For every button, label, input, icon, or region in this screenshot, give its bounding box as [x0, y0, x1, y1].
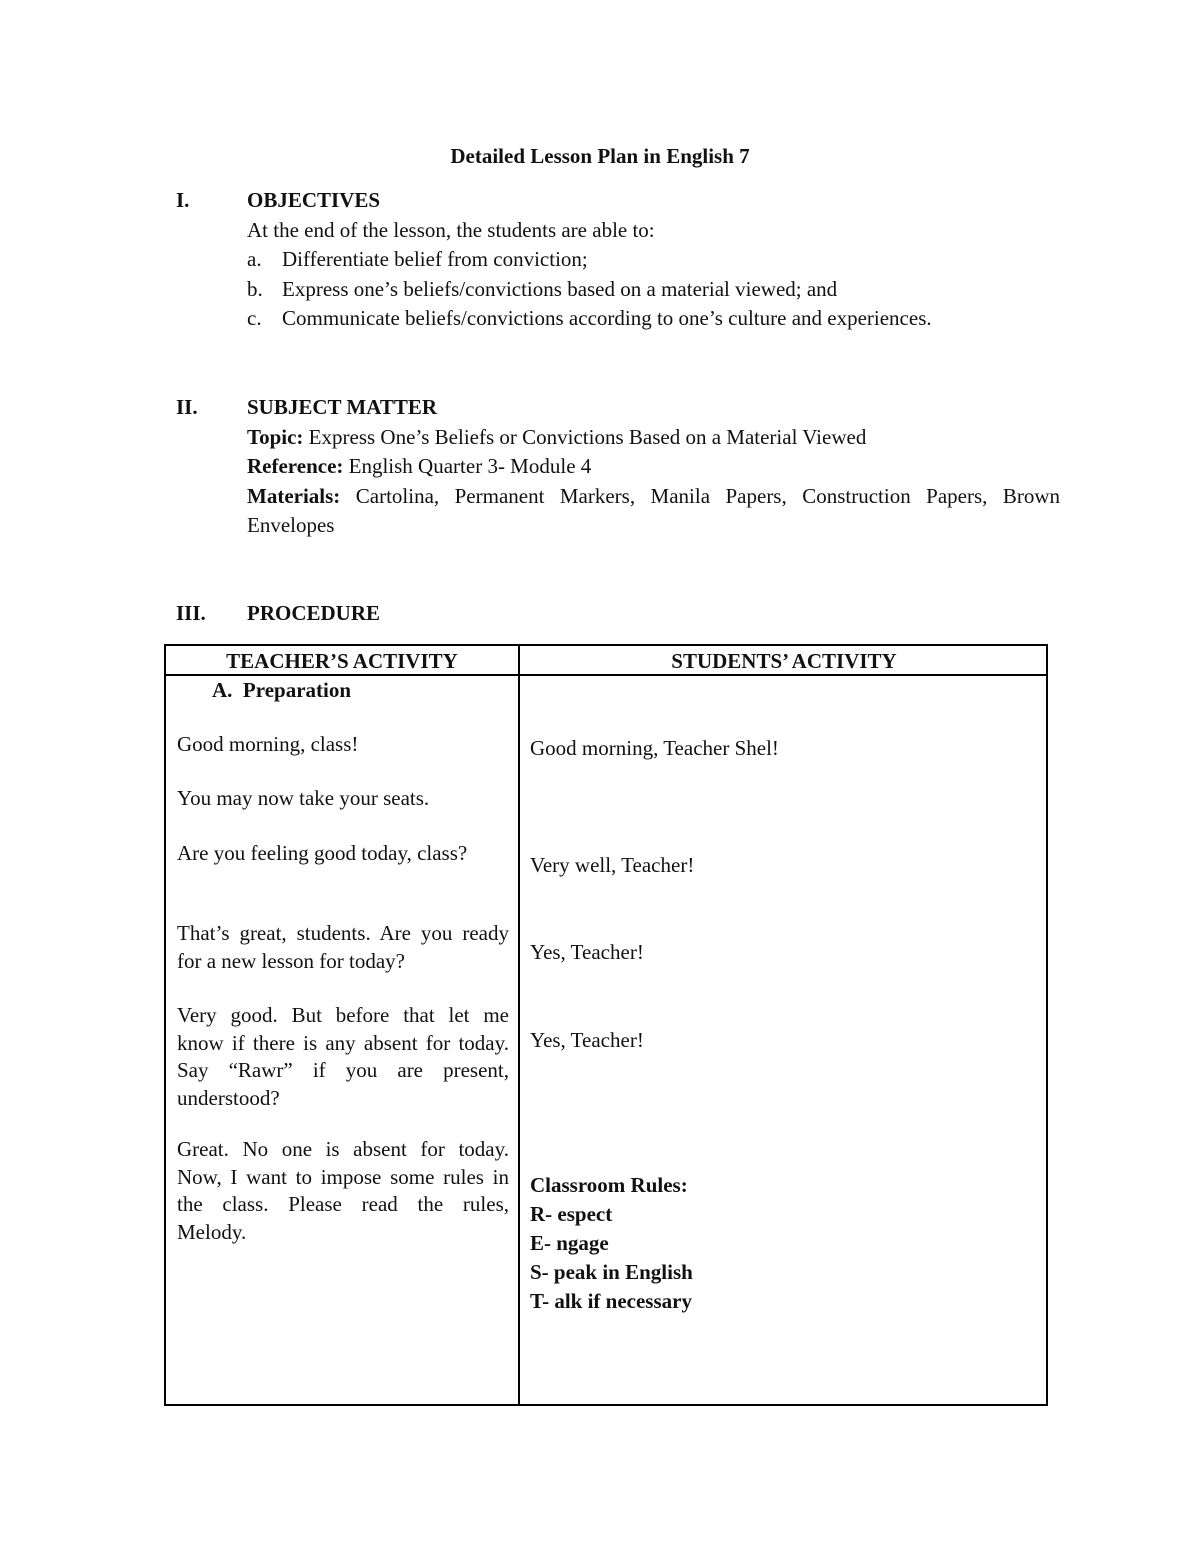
students-activity-header: STUDENTS’ ACTIVITY: [671, 649, 897, 673]
topic-value: Express One’s Beliefs or Convictions Based on a Material Viewed: [308, 424, 867, 449]
preparation-title: Preparation: [242, 678, 352, 702]
objectives-heading: OBJECTIVES: [247, 188, 381, 212]
objectives-number: I.: [176, 188, 190, 212]
column-divider: [518, 646, 520, 1404]
student-line: Yes, Teacher!: [530, 940, 644, 964]
reference-value: English Quarter 3- Module 4: [348, 454, 592, 478]
teacher-line: Are you feeling good today, class?: [177, 841, 468, 865]
subject-matter-number: II.: [176, 395, 198, 419]
objective-item: [247, 245, 1060, 275]
document-title: Detailed Lesson Plan in English 7: [450, 144, 750, 168]
classroom-rules: [530, 1171, 1030, 1316]
objective-item: [247, 275, 1060, 305]
student-line: Very well, Teacher!: [530, 853, 695, 877]
teacher-line: Very good. But before that let me know if there is any absent for today. Say “Rawr” if you are present, understood?: [177, 1003, 509, 1110]
objective-text: Communicate beliefs/convictions according to one’s culture and experiences.: [282, 306, 932, 330]
preparation-heading: [212, 677, 351, 705]
topic-label: Topic:: [247, 424, 304, 449]
teacher-activity-header: TEACHER’S ACTIVITY: [226, 649, 458, 673]
teacher-line: That’s great, students. Are you ready for a new lesson for today?: [177, 921, 509, 973]
materials-line: [247, 482, 1060, 541]
rule-item: R- espect: [530, 1202, 613, 1226]
objective-letter: a.: [247, 247, 262, 271]
materials-label: Materials:: [247, 483, 341, 508]
student-line: Yes, Teacher!: [530, 1028, 644, 1052]
reference-line: [247, 452, 1060, 482]
subject-matter-heading: SUBJECT MATTER: [247, 395, 438, 419]
preparation-letter: A.: [212, 678, 233, 702]
rule-item: S- peak in English: [530, 1260, 693, 1284]
procedure-table: [164, 644, 1048, 1406]
objectives-intro: At the end of the lesson, the students are able to:: [247, 217, 655, 242]
objective-text: Differentiate belief from conviction;: [282, 247, 588, 271]
teacher-line: You may now take your seats.: [177, 786, 430, 810]
rule-item: E- ngage: [530, 1231, 609, 1255]
procedure-heading: PROCEDURE: [247, 601, 381, 625]
reference-label: Reference:: [247, 454, 344, 478]
header-divider: [166, 674, 1046, 676]
topic-line: [247, 423, 1060, 453]
rules-title: Classroom Rules:: [530, 1173, 688, 1197]
teacher-line: Good morning, class!: [177, 732, 359, 756]
objective-text: Express one’s beliefs/convictions based on a material viewed; and: [282, 276, 838, 301]
procedure-number: III.: [176, 601, 206, 625]
objective-letter: c.: [247, 306, 262, 330]
teacher-line: Great. No one is absent for today. Now, I want to impose some rules in the class. Please read the rules, Melody.: [177, 1137, 509, 1244]
objective-item: [247, 304, 1060, 334]
student-line: Good morning, Teacher Shel!: [530, 736, 779, 760]
objective-letter: b.: [247, 276, 263, 301]
rule-item: T- alk if necessary: [530, 1289, 692, 1313]
materials-value: Cartolina, Permanent Markers, Manila Papers, Construction Papers, Brown Envelopes: [247, 483, 1061, 537]
